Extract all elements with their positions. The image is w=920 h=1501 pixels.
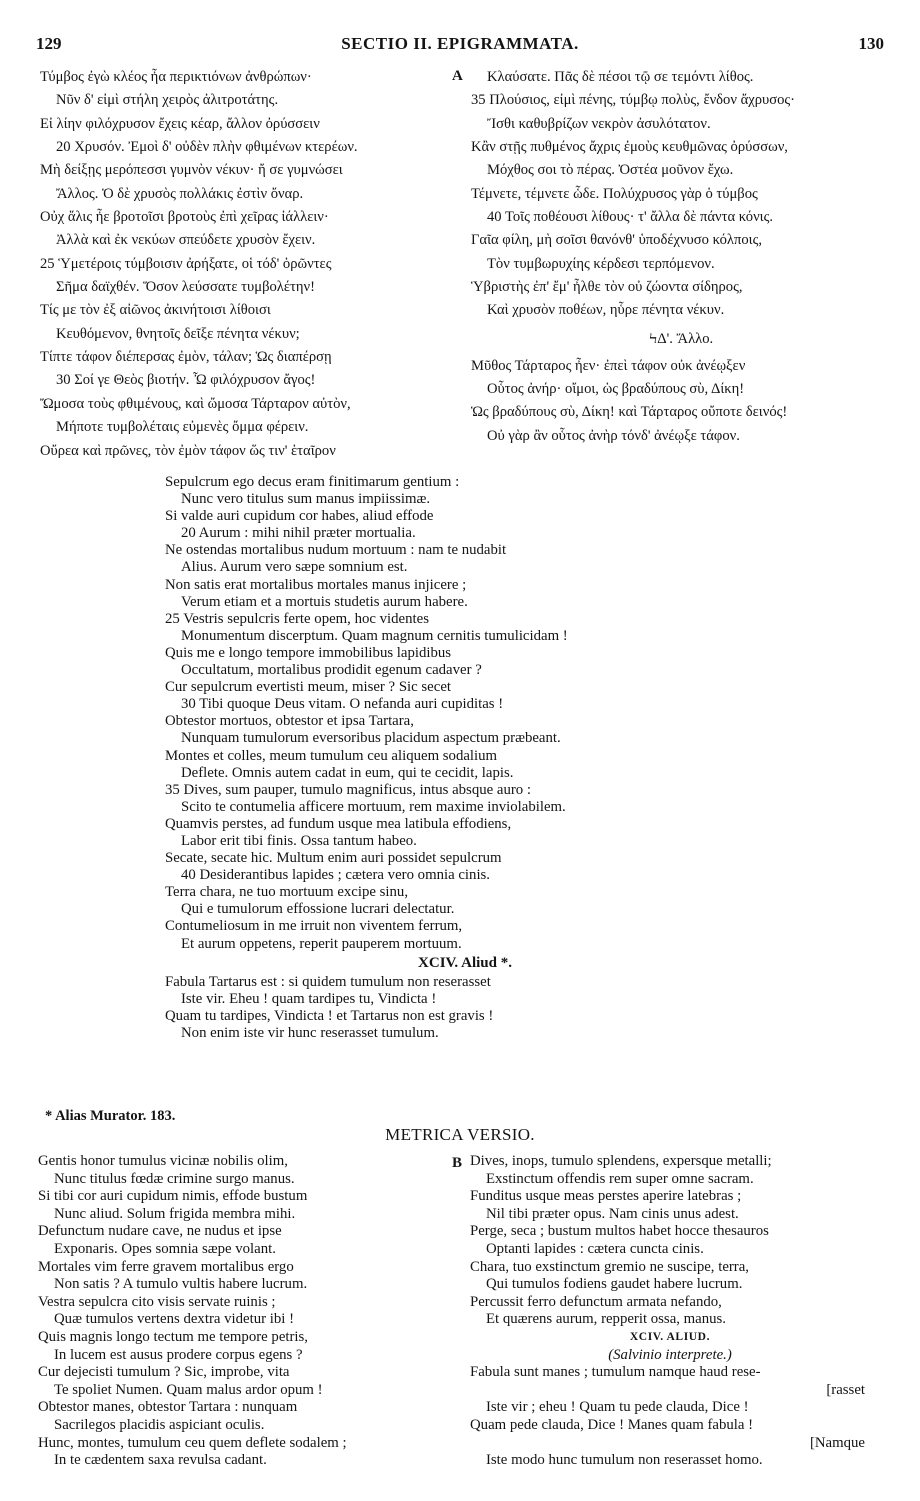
verse-line: Exponaris. Opes somnia sæpe volant. [54, 1240, 276, 1257]
greek-line: Μῦθος Τάρταρος ἦεν· ἐπεὶ τάφον οὐκ ἀνέῳξεν [471, 357, 746, 374]
latin-line: Verum etiam et a mortuis studetis aurum habere. [181, 593, 468, 610]
greek-line: Ἄλλος. Ὁ δὲ χρυσὸς πολλάκις ἐστὶν ὄναρ. [56, 185, 304, 202]
verse-line: Vestra sepulcra cito visis servate ruinis ; [38, 1293, 276, 1310]
greek-text-left-column [40, 66, 450, 463]
greek-line: Τίς με τὸν ἐξ αἰῶνος ἀκινήτοισι λίθοισι [40, 302, 271, 319]
verse-line: Iste modo hunc tumulum non reserasset homo. [486, 1452, 763, 1469]
greek-line: Ὑβριστὴς ἐπ' ἔμ' ἦλθε τὸν οὐ ζώοντα σίδηρος, [471, 279, 743, 296]
latin-line: 20 Aurum : mihi nihil præter mortualia. [181, 525, 416, 542]
verse-line: Nunc titulus fœdæ crimine surgo manus. [54, 1170, 295, 1187]
latin-line: 35 Dives, sum pauper, tumulo magnificus, intus absque auro : [165, 781, 531, 798]
verse-line: Mortales vim ferre gravem mortalibus ergo [38, 1258, 294, 1275]
page-number-right: 130 [858, 34, 884, 53]
greek-line: Σῆμα δαϊχθέν. Ὅσον λεύσσατε τυμβολέτην! [56, 279, 315, 296]
verse-line: Non satis ? A tumulo vultis habere lucrum. [54, 1276, 308, 1293]
verse-line-runover: [Namque [809, 1434, 865, 1451]
verse-line-runover: [rasset [826, 1381, 865, 1398]
verse-line: Fabula sunt manes ; tumulum namque haud rese- [470, 1364, 761, 1381]
latin-line: Iste vir. Eheu ! quam tardipes tu, Vindicta ! [181, 990, 437, 1007]
verse-line: Cur dejecisti tumulum ? Sic, improbe, vita [38, 1364, 290, 1381]
latin-line: Quam tu tardipes, Vindicta ! et Tartarus non est gravis ! [165, 1007, 494, 1024]
verse-line: Nunc aliud. Solum frigida membra mihi. [54, 1205, 296, 1222]
greek-line: 30 Σοί γε Θεὸς βιοτήν. Ὦ φιλόχρυσον ἄγος! [56, 372, 316, 389]
latin-line: Montes et colles, meum tumulum ceu aliquem sodalium [165, 747, 498, 764]
verse-line: Defunctum nudare cave, ne nudus et ipse [38, 1223, 282, 1240]
verse-line: In lucem est ausus prodere corpus egens ? [54, 1346, 303, 1363]
verse-line: Percussit ferro defunctum armata nefando, [470, 1293, 722, 1310]
greek-line: Ὡς βραδύπους σὺ, Δίκη! καὶ Τάρταρος οὔποτε δεινός! [471, 404, 788, 421]
verse-line: Dives, inops, tumulo splendens, expersque metalli; [470, 1153, 772, 1169]
greek-line: Οὐ γὰρ ἂν οὗτος ἀνὴρ τόνδ' ἀνέῳξε τάφον. [487, 427, 740, 444]
latin-line: 40 Desiderantibus lapides ; cætera vero omnia cinis. [181, 867, 491, 884]
greek-line: Μὴ δείξῃς μερόπεσσι γυμνὸν νέκυν· ἤ σε γυμνώσει [40, 162, 343, 179]
greek-line: Καὶ χρυσὸν ποθέων, ηὗρε πένητα νέκυν. [487, 302, 725, 319]
verse-line: Quam pede clauda, Dice ! Manes quam fabula ! [470, 1416, 754, 1433]
latin-line: Monumentum discerptum. Quam magnum cernitis tumulicidam ! [181, 627, 568, 644]
greek-line: Τέμνετε, τέμνετε ὧδε. Πολύχρυσος γὰρ ὁ τύμβος [471, 185, 758, 202]
verse-line: Si tibi cor auri cupidum nimis, effode bustum [38, 1188, 308, 1205]
verse-line: Sacrilegos placidis aspiciant oculis. [54, 1416, 265, 1433]
latin-line: Si valde auri cupidum cor habes, aliud effode [165, 508, 434, 525]
latin-line: Cur sepulcrum evertisti meum, miser ? Sic secet [165, 679, 451, 696]
latin-line: Obtestor mortuos, obtestor et ipsa Tartara, [165, 713, 414, 730]
column-marker-a: A [452, 68, 463, 84]
latin-line: Occultatum, mortalibus prodidit egenum cadaver ? [181, 662, 482, 679]
latin-line: 25 Vestris sepulcris ferte opem, hoc videntes [165, 610, 429, 627]
verse-section-subheading: (Salvinio interprete.) [608, 1346, 732, 1363]
verse-line: Funditus usque meas perstes aperire latebras ; [470, 1188, 742, 1205]
page-number-left: 129 [36, 34, 62, 53]
latin-line: Labor erit tibi finis. Ossa tantum habeo. [181, 832, 417, 849]
latin-line: Scito te contumelia afficere mortuum, rem maxime inviolabilem. [181, 798, 566, 815]
latin-line: Sepulcrum ego decus eram finitimarum gentium : [165, 474, 460, 490]
latin-line: Terra chara, ne tuo mortuum excipe sinu, [165, 884, 409, 901]
verse-line: Nil tibi præter opus. Nam cinis unus adest. [486, 1205, 739, 1222]
verse-line: Optanti lapides : cætera cuncta cinis. [486, 1240, 704, 1257]
latin-line: Ne ostendas mortalibus nudum mortuum : nam te nudabit [165, 542, 507, 559]
greek-line: Ἴσθι καθυβρίζων νεκρὸν ἀσυλότατον. [487, 115, 711, 132]
verse-line: Gentis honor tumulus vicinæ nobilis olim, [38, 1153, 288, 1169]
latin-line: Secate, secate hic. Multum enim auri possidet sepulcrum [165, 850, 502, 867]
latin-line: Non enim iste vir hunc reserasset tumulum. [181, 1024, 439, 1041]
greek-line: Μήποτε τυμβολέταις εὐμενὲς ὄμμα φέρειν. [56, 419, 309, 436]
latin-line: Alius. Aurum vero sæpe somnium est. [181, 559, 408, 576]
verse-line: Perge, seca ; bustum multos habet hocce thesauros [470, 1223, 769, 1240]
latin-section-heading: XCIV. Aliud *. [418, 954, 512, 971]
greek-line: 40 Τοῖς ποθέουσι λίθους· τ' ἄλλα δὲ πάντα κόνις. [487, 209, 774, 226]
latin-line: Nunquam tumulorum eversoribus placidum aspectum præbeant. [181, 730, 561, 747]
latin-line: Quis me e longo tempore immobilibus lapidibus [165, 644, 452, 661]
latin-line: Qui e tumulorum effossione lucrari delectatur. [181, 901, 455, 918]
verse-line: Exstinctum offendis rem super omne sacram. [486, 1170, 754, 1187]
verse-line: Et quærens aurum, repperit ossa, manus. [486, 1311, 726, 1328]
greek-section-heading: ϞΔ'. Ἄλλο. [648, 330, 714, 347]
verse-line: Hunc, montes, tumulum ceu quem deflete sodalem ; [38, 1434, 347, 1451]
verse-section-heading: XCIV. ALIUD. [629, 1330, 711, 1343]
running-title: SECTIO II. EPIGRAMMATA. [341, 34, 579, 53]
greek-line: Εἰ λίην φιλόχρυσον ἔχεις κέαρ, ἄλλον ὀρύσσειν [40, 115, 320, 132]
greek-line: Τύμβος ἐγὼ κλέος ἦα περικτιόνων ἀνθρώπων· [40, 69, 312, 85]
greek-line: Κευθόμενον, θνητοῖς δεῖξε πένητα νέκυν; [56, 325, 300, 342]
verse-line: Quis magnis longo tectum me tempore petris, [38, 1328, 308, 1345]
verse-line: Quæ tumulos vertens dextra videtur ibi ! [54, 1311, 294, 1328]
greek-text-right-column [471, 66, 891, 448]
greek-line: Κἂν στῇς πυθμένος ἄχρις ἐμοὺς κευθμῶνας ὀρύσσων, [471, 139, 788, 156]
footnote: * Alias Murator. 183. [45, 1108, 176, 1124]
latin-line: Non satis erat mortalibus mortales manus injicere ; [165, 576, 467, 593]
verse-line: In te cædentem saxa revulsa cadant. [54, 1452, 267, 1469]
latin-line: Fabula Tartarus est : si quidem tumulum non reserasset [165, 973, 491, 990]
greek-line: Τίπτε τάφον διέπερσας ἐμὸν, τάλαν; Ὡς διαπέρσῃ [40, 349, 332, 366]
metrica-left-column [38, 1153, 458, 1470]
column-marker-b: B [452, 1155, 463, 1171]
metrica-versio-title: METRICA VERSIO. [385, 1125, 535, 1144]
latin-line: Quamvis perstes, ad fundum usque mea latibula effodiens, [165, 815, 512, 832]
verse-line: Qui tumulos fodiens gaudet habere lucrum. [486, 1276, 743, 1293]
verse-line: Iste vir ; eheu ! Quam tu pede clauda, Dice ! [486, 1399, 749, 1416]
greek-line: Τὸν τυμβωρυχίης κέρδεσι τερπόμενον. [487, 255, 715, 272]
latin-line: Contumeliosum in me irruit non viventem ferrum, [165, 918, 463, 935]
latin-line: 30 Tibi quoque Deus vitam. O nefanda auri cupiditas ! [181, 696, 504, 713]
verse-line: Te spoliet Numen. Quam malus ardor opum ! [54, 1381, 323, 1398]
verse-line: Chara, tuo exstinctum gremio ne suscipe, terra, [470, 1258, 750, 1275]
latin-translation [165, 474, 765, 1042]
greek-line: Νῦν δ' εἰμὶ στήλη χειρὸς ἀλιτροτάτης. [56, 92, 279, 109]
greek-line: Μόχθος σοι τὸ πέρας. Ὀστέα μοῦνον ἔχω. [487, 162, 734, 179]
latin-line: Deflete. Omnis autem cadat in eum, qui te cecidit, lapis. [181, 764, 514, 781]
greek-line: Οὗτος ἀνήρ· οἴμοι, ὡς βραδύπους σὺ, Δίκη! [487, 381, 745, 398]
greek-line: 20 Χρυσόν. Ἐμοὶ δ' οὐδὲν πλὴν φθιμένων κτερέων. [56, 139, 358, 156]
metrica-right-column [470, 1153, 910, 1470]
latin-line: Et aurum oppetens, reperit pauperem mortuum. [181, 935, 462, 952]
greek-line: Ὤμοσα τοὺς φθιμένους, καὶ ὤμοσα Τάρταρον αὐτὸν, [40, 395, 351, 412]
greek-line: 25 Ὑμετέροις τύμβοισιν ἀρήξατε, οἱ τόδ' ὁρῶντες [40, 255, 332, 272]
latin-line: Nunc vero titulus sum manus impiissimæ. [181, 491, 431, 508]
greek-line: 35 Πλούσιος, εἰμὶ πένης, τύμβῳ πολὺς, ἔνδον ἄχρυσος· [471, 92, 796, 109]
greek-line: Ἀλλὰ καὶ ἐκ νεκύων σπεύδετε χρυσὸν ἔχειν. [56, 232, 316, 249]
page-header [36, 34, 884, 56]
greek-line: Γαῖα φίλη, μὴ σοῖσι θανόνθ' ὑποδέχνυσο κόλποις, [471, 232, 762, 249]
greek-line: Οὔρεα καὶ πρῶνες, τὸν ἐμὸν τάφον ὥς τιν' ἑταῖρον [40, 442, 336, 459]
verse-line: Obtestor manes, obtestor Tartara : nunquam [38, 1399, 298, 1416]
greek-line: Κλαύσατε. Πᾶς δὲ πέσοι τῷ σε τεμόντι λίθος. [487, 69, 754, 85]
greek-line: Οὐχ ἅλις ἦε βροτοῖσι βροτοὺς ἐπὶ χεῖρας ἰάλλειν· [40, 209, 329, 226]
